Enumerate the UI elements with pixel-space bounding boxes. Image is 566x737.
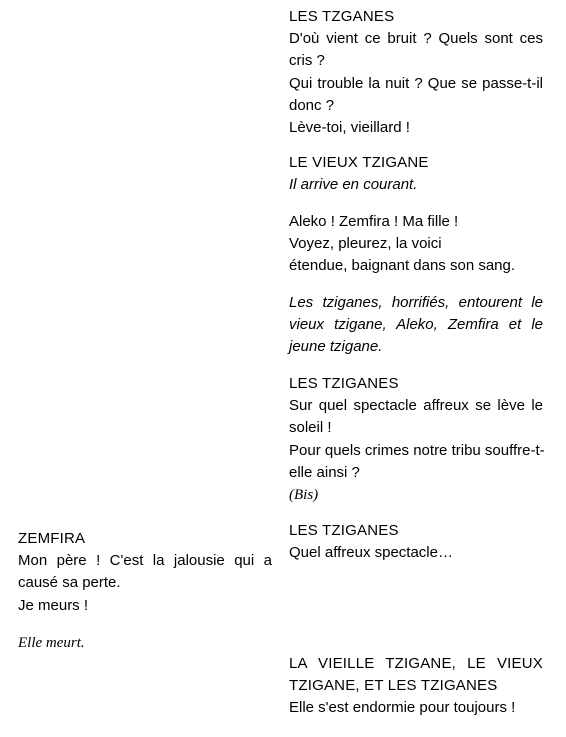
dialogue-line: Qui trouble la nuit ? Que se passe-t-il [289, 74, 543, 92]
stage-direction-block [18, 632, 272, 654]
speaker-name: TZIGANE, ET LES TZIGANES [289, 677, 498, 695]
speaker-name: LES TZIGANES [289, 375, 399, 392]
dialogue-line: elle ainsi ? [289, 463, 360, 481]
dialogue-line: Je meurs ! [18, 596, 89, 614]
stage-direction-line: jeune tzigane. [289, 338, 383, 356]
dialogue-line: Mon père ! C'est la jalousie qui a [18, 552, 272, 570]
dialogue-block-chorus [289, 653, 543, 720]
dialogue-line: Sur quel spectacle affreux se lève le [289, 397, 543, 415]
stage-direction: Elle meurt. [18, 635, 85, 651]
repeat-marker: (Bis) [289, 487, 319, 504]
dialogue-line: Quel affreux spectacle… [289, 544, 453, 562]
speaker-name: LA VIEILLE TZIGANE, LE VIEUX [289, 655, 543, 672]
dialogue-line: causé sa perte. [18, 574, 121, 592]
speaker-name: LE VIEUX TZIGANE [289, 154, 429, 171]
dialogue-block-les-tziganes-1 [289, 6, 543, 139]
stage-direction-block [289, 292, 543, 359]
dialogue-line: cris ? [289, 52, 325, 70]
stage-direction: Il arrive en courant. [289, 176, 418, 194]
dialogue-line: soleil ! [289, 419, 332, 437]
dialogue-block-les-tziganes-3 [289, 520, 543, 564]
dialogue-block-le-vieux-tzigane [289, 152, 543, 196]
speaker-name: LES TZIGANES [289, 522, 399, 539]
dialogue-line: Voyez, pleurez, la voici [289, 235, 442, 253]
dialogue-line: Pour quels crimes notre tribu souffre-t- [289, 441, 545, 459]
stage-direction-line: Les tziganes, horrifiés, entourent le [289, 294, 543, 311]
dialogue-block-les-tziganes-2 [289, 373, 543, 506]
dialogue-block-aleko-zemfira [289, 211, 543, 278]
stage-direction-line: vieux tzigane, Aleko, Zemfira et le [289, 316, 543, 334]
dialogue-line: donc ? [289, 96, 335, 114]
speaker-name: LES TZGANES [289, 8, 395, 25]
dialogue-line: Lève-toi, vieillard ! [289, 119, 410, 137]
speaker-name: ZEMFIRA [18, 530, 86, 547]
dialogue-line: Elle s'est endormie pour toujours ! [289, 699, 516, 717]
dialogue-line: D'où vient ce bruit ? Quels sont ces [289, 30, 543, 48]
dialogue-line: étendue, baignant dans son sang. [289, 257, 516, 275]
dialogue-block-zemfira [18, 528, 272, 617]
dialogue-line: Aleko ! Zemfira ! Ma fille ! [289, 213, 459, 230]
